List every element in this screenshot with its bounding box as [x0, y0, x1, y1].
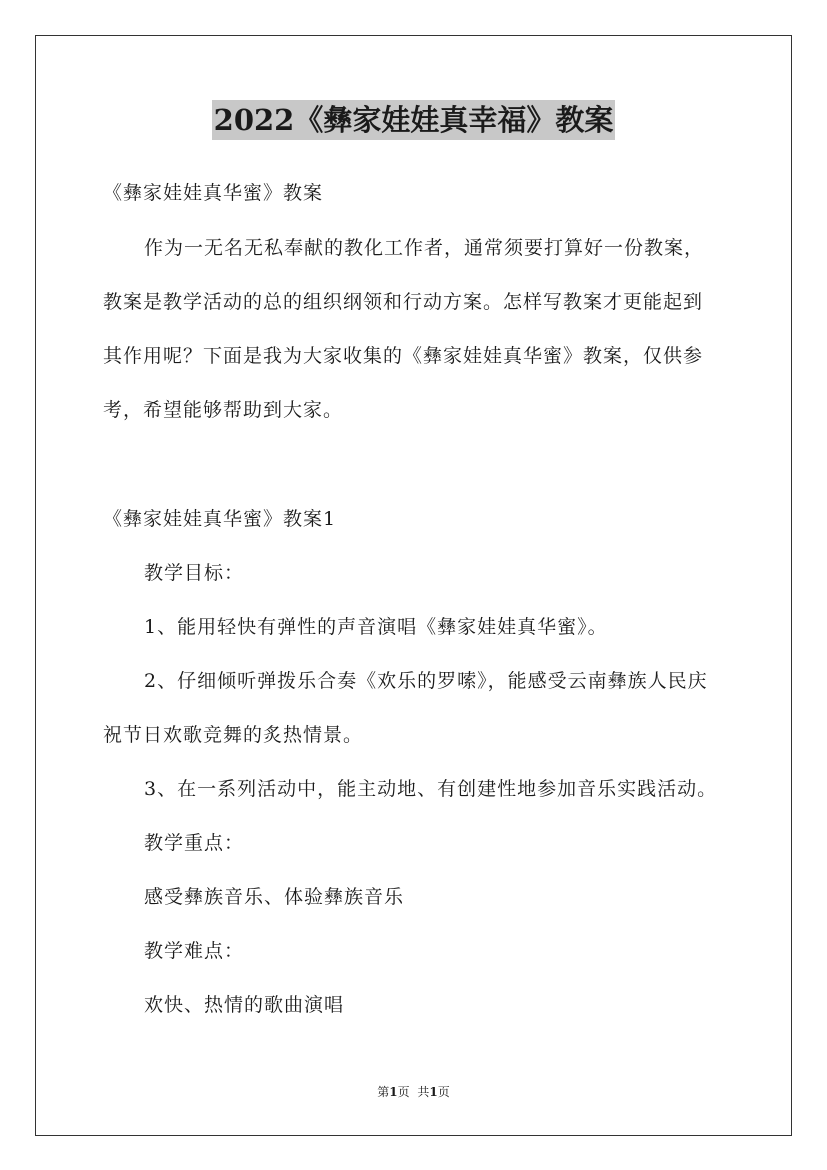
section-heading: 《彝家娃娃真华蜜》教案1: [103, 508, 337, 530]
paragraph-line: 教案是教学活动的总的组织纲领和行动方案。怎样写教案才更能起到: [103, 291, 704, 313]
paragraph-line: 考，希望能够帮助到大家。: [103, 399, 344, 421]
list-item: 2、仔细倾听弹拨乐合奏《欢乐的罗嗦》，能感受云南彝族人民庆: [144, 670, 708, 692]
subheading: 教学重点：: [144, 832, 245, 854]
total-label-suffix: 页: [437, 1085, 450, 1099]
subheading: 教学目标：: [144, 562, 245, 584]
section-heading: 《彝家娃娃真华蜜》教案: [103, 182, 324, 204]
page-label-suffix: 页: [397, 1085, 410, 1099]
subheading: 教学难点：: [144, 940, 245, 962]
paragraph-line: 其作用呢？下面是我为大家收集的《彝家娃娃真华蜜》教案，仅供参: [103, 345, 704, 367]
paragraph-line: 作为一无名无私奉献的教化工作者，通常须要打算好一份教案，: [144, 237, 705, 259]
document-title: 2022《彝家娃娃真幸福》教案: [212, 100, 616, 140]
total-pages: 1: [429, 1085, 438, 1099]
list-item: 3、在一系列活动中，能主动地、有创建性地参加音乐实践活动。: [144, 778, 718, 800]
page-footer: [0, 1084, 827, 1100]
total-label-prefix: 共: [417, 1085, 430, 1099]
paragraph-line: 感受彝族音乐、体验彝族音乐: [144, 886, 405, 908]
page-number: 1: [389, 1085, 398, 1099]
list-item: 1、能用轻快有弹性的声音演唱《彝家娃娃真华蜜》。: [144, 616, 608, 638]
title-container: [0, 100, 827, 140]
paragraph-line: 欢快、热情的歌曲演唱: [144, 994, 345, 1016]
page-label-prefix: 第: [377, 1085, 390, 1099]
list-item-continuation: 祝节日欢歌竞舞的炙热情景。: [103, 724, 364, 746]
